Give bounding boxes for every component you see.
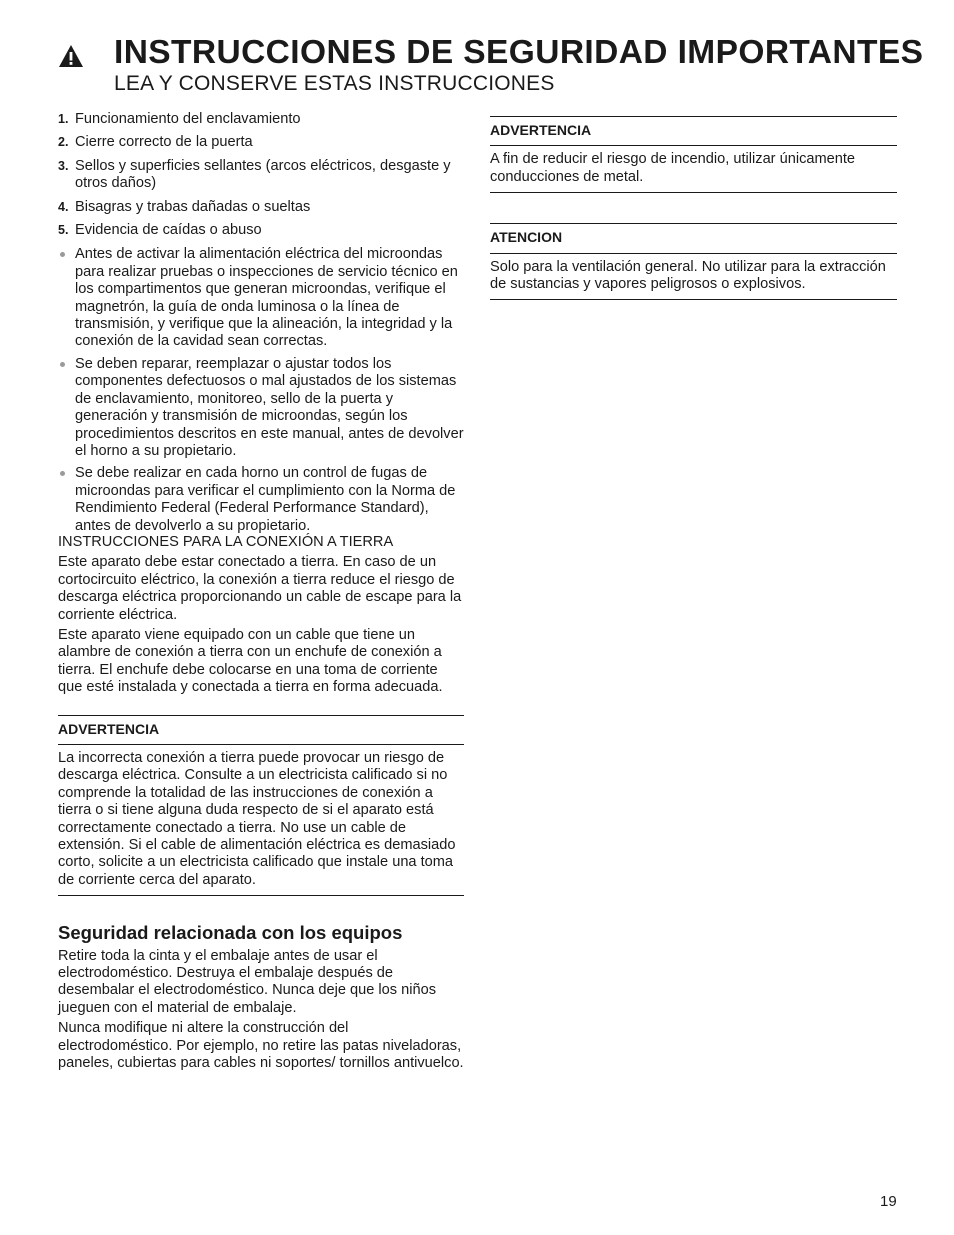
bullet-item [58,246,464,350]
item-text: Cierre correcto de la puerta [75,134,253,151]
bullet-list [58,246,464,535]
section-paragraph-2: Nunca modifique ni altere la construcción del electrodoméstico. Por ejemplo, no retire las patas niveladoras, paneles, cubiertas para cables ni soportes/ tornillos antivuelco. [58,1020,464,1072]
item-number: 1. [58,112,69,126]
item-text: Funcionamiento del enclavamiento [75,111,301,127]
bullet-text: Se deben reparar, reemplazar o ajustar todos los componentes defectuosos o mal ajustados de los sistemas de enclavamiento, monitoreo, sello de la puerta y generación y transmisión de microondas, según los procedimientos descritos en este manual, antes de devolver el horno a su propietario. [75,355,464,459]
list-item [58,134,464,151]
page-title: INSTRUCCIONES DE SEGURIDAD IMPORTANTES [114,34,924,71]
item-number: 3. [58,158,69,173]
caution-box [490,223,897,300]
bullet-text: Antes de activar la alimentación eléctrica del microondas para realizar pruebas o inspecciones de servicio técnico en los compartimentos que generan microondas, verifique el magnetrón, la guía de onda luminosa o la línea de transmisión, y verifique que la alineación, la integridad y la conexión de la cavidad sean correctas. [75,246,458,350]
list-item [58,199,464,216]
right-column [490,116,897,300]
warning-body: La incorrecta conexión a tierra puede provocar un riesgo de descarga eléctrica. Consulte a un electricista calificado si no comprende la totalidad de las instrucciones de conexión a tierra o si tiene alguna duda respecto de si el aparato está correctamente conectado a tierra. No use un cable de extensión. Si el cable de alimentación eléctrica es demasiado corto, solicite a un electricista calificado que instale una toma de corriente cerca del aparato. [58,750,456,888]
list-item [58,158,464,193]
numbered-list [58,111,464,239]
page-number: 19 [880,1193,897,1210]
item-number: 4. [58,199,69,214]
item-number: 5. [58,223,69,238]
section-title: Seguridad relacionada con los equipos [58,922,403,944]
left-column [58,111,464,1076]
warning-triangle-icon [58,44,84,68]
bullet-item [58,465,464,535]
caution-body: Solo para la ventilación general. No utilizar para la extracción de sustancias y vapores peligrosos o explosivos. [490,258,886,293]
bullet-icon [60,252,65,257]
item-number: 2. [58,135,69,150]
warning-title: ADVERTENCIA [58,716,464,745]
item-text: Sellos y superficies sellantes (arcos eléctricos, desgaste y otros daños) [75,157,451,192]
list-item [58,111,464,128]
list-item [58,222,464,239]
item-text: Evidencia de caídas o abuso [75,222,262,239]
bullet-icon [60,362,65,367]
grounding-paragraph-2: Este aparato viene equipado con un cable que tiene un alambre de conexión a tierra con un enchufe de conexión a tierra. El enchufe debe colocarse en una toma de corriente que esté instalada y conectada a tierra en forma adecuada. [58,626,443,696]
section-paragraph-1: Retire toda la cinta y el embalaje antes de usar el electrodoméstico. Destruya el embalaje después de desembalar el electrodoméstico. Nunca deje que los niños jueguen con el material de embalaje. [58,947,437,1016]
fire-warning-box [490,116,897,193]
warning-title: ADVERTENCIA [490,117,897,146]
item-text: Bisagras y trabas dañadas o sueltas [75,198,311,215]
grounding-paragraph-1: Este aparato debe estar conectado a tierra. En caso de un cortocircuito eléctrico, la conexión a tierra reduce el riesgo de descarga eléctrica proporcionando un cable de escape para la corriente eléctrica. [58,554,462,623]
page-subtitle: LEA Y CONSERVE ESTAS INSTRUCCIONES [114,72,555,95]
warning-body: A fin de reducir el riesgo de incendio, utilizar únicamente conducciones de metal. [490,151,856,185]
caution-title: ATENCION [490,224,897,253]
grounding-heading: INSTRUCCIONES PARA LA CONEXIÓN A TIERRA [58,533,394,550]
grounding-warning-box [58,715,464,897]
bullet-text: Se debe realizar en cada horno un control de fugas de microondas para verificar el cumplimiento con la Norma de Rendimiento Federal (Federal Performance Standard), antes de devolverlo a su propietario. [75,465,456,534]
bullet-icon [60,471,65,476]
bullet-item [58,356,464,460]
